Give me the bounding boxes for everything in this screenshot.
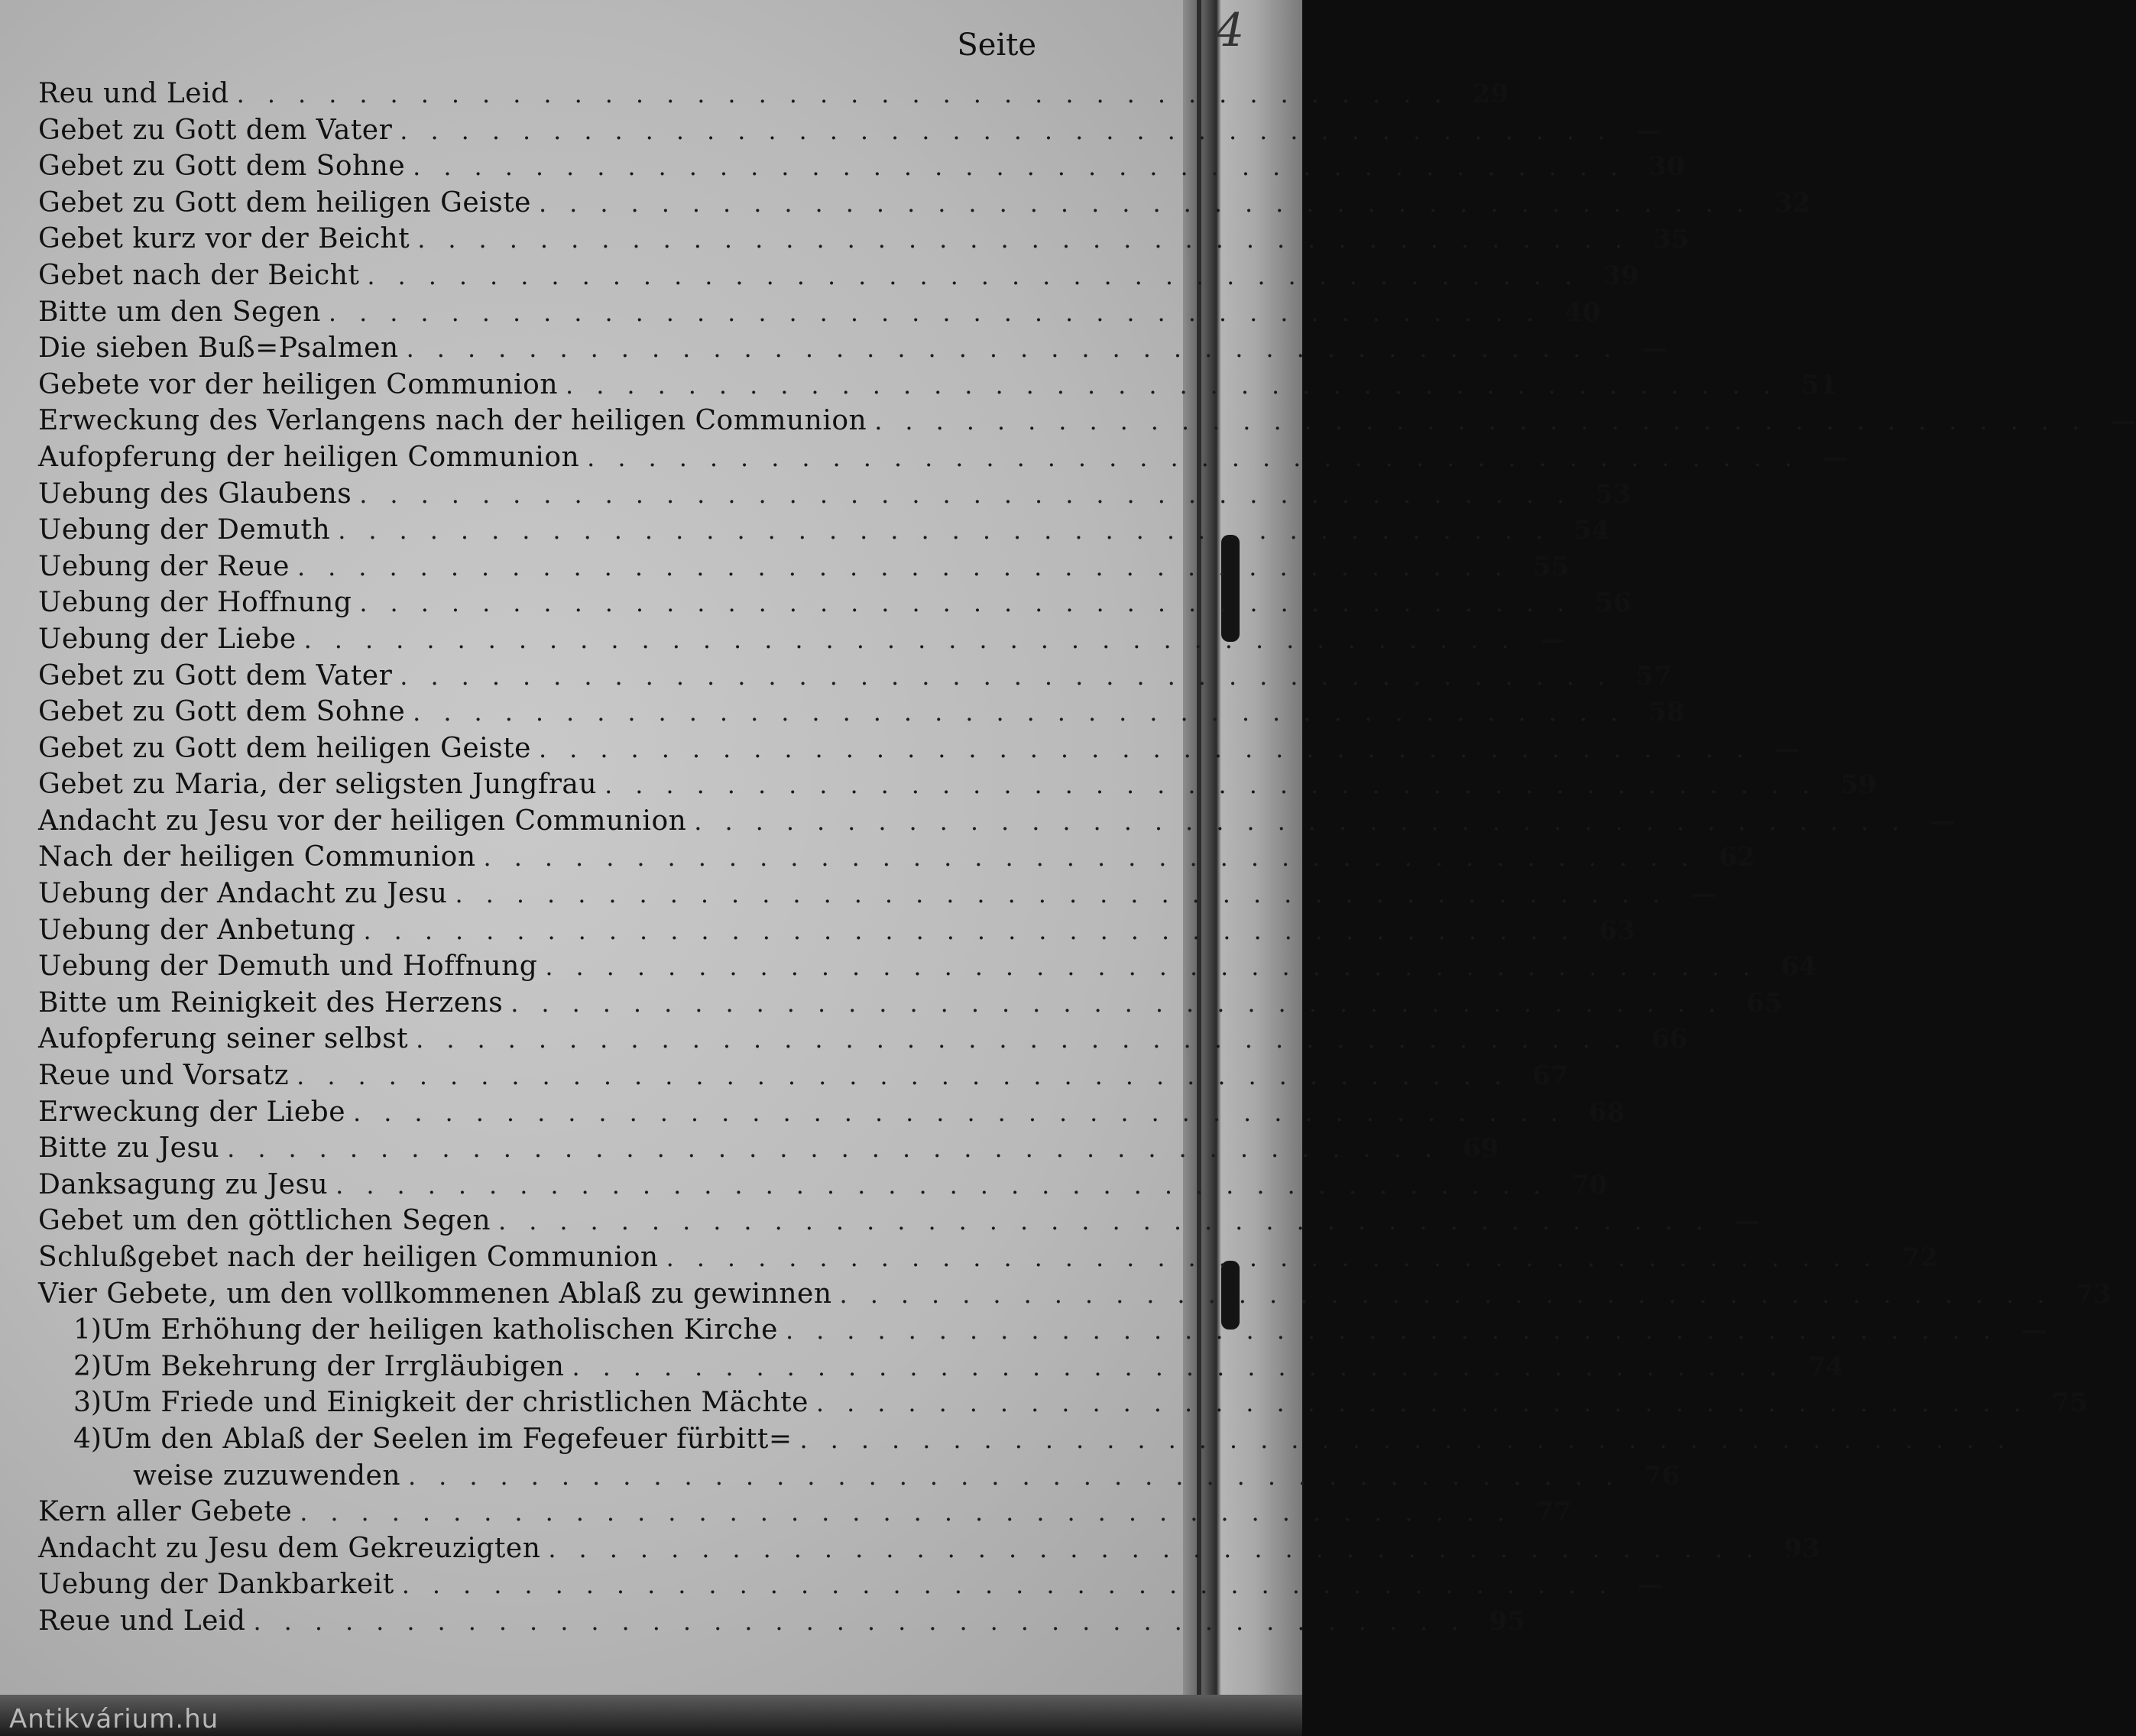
dot-leader: ........................................: [401, 1570, 1630, 1600]
toc-entry-page: 62: [1719, 842, 1755, 873]
toc-entry-title: Gebet zu Gott dem Vater: [38, 659, 393, 691]
toc-entry-page: —: [1690, 879, 1717, 910]
toc-entry-title: Andacht zu Jesu vor der heiligen Communion: [38, 805, 687, 837]
dot-leader: ........................................: [338, 516, 1567, 546]
toc-entry-title: Aufopferung der heiligen Communion: [38, 441, 580, 473]
toc-entry-title: Uebung der Anbetung: [38, 914, 356, 946]
toc-entry: [38, 805, 1956, 842]
toc-entry: [38, 769, 1877, 805]
dot-leader: ........................................: [400, 115, 1629, 145]
toc-entry-number: 1): [73, 1314, 102, 1346]
dot-leader: ........................................: [400, 661, 1629, 691]
dot-leader: ........................................: [785, 1316, 2014, 1346]
toc-entry-page: 74: [1807, 1351, 1844, 1382]
dot-leader: ........................................: [566, 370, 1794, 400]
toc-entry-page: —: [2021, 1315, 2047, 1346]
toc-entry: [38, 659, 1672, 697]
toc-entry-title: Danksagung zu Jesu: [38, 1168, 329, 1200]
toc-entry-page: 69: [1463, 1133, 1499, 1164]
toc-entry-title: Aufopferung seiner selbst: [38, 1023, 409, 1055]
toc-entry-title: Nach der heiligen Communion: [38, 841, 476, 873]
dot-leader: ........................................: [367, 261, 1596, 290]
dot-leader: ........................................: [548, 1534, 1777, 1563]
toc-entry: [38, 1168, 1608, 1206]
toc-entry-page: 29: [1472, 79, 1509, 109]
toc-entry-page: 93: [1784, 1533, 1820, 1564]
toc-entry-page: 95: [1489, 1605, 1525, 1637]
toc-entry-title: Reue und Vorsatz: [38, 1060, 290, 1092]
toc-entry: [38, 696, 1685, 733]
toc-entry-page: 59: [1839, 769, 1877, 801]
toc-entry: [38, 1459, 1681, 1497]
toc-entry: [38, 550, 1570, 588]
toc-entry-number: 2): [73, 1350, 102, 1382]
toc-entry-page: 39: [1603, 260, 1639, 291]
dot-leader: ........................................: [328, 297, 1557, 327]
toc-entry: [38, 114, 1662, 151]
toc-entry-page: —: [1733, 1206, 1760, 1237]
toc-entry: [38, 1314, 2047, 1351]
toc-entry-title: Um Bekehrung der Irrgläubigen: [101, 1350, 565, 1382]
toc-entry-title: Gebet kurz vor der Beicht: [38, 223, 410, 255]
toc-entry: [38, 1242, 1938, 1278]
toc-entry: [38, 1423, 2028, 1460]
toc-entry: [38, 1060, 1569, 1096]
toc-entry: [38, 151, 1685, 187]
toc-entry-title: Kern aller Gebete: [38, 1496, 293, 1528]
toc-entry-number: 4): [73, 1423, 102, 1455]
dot-leader: ........................................: [799, 1424, 2028, 1454]
toc-entry-page: —: [1642, 333, 1668, 364]
toc-entry-title: Um Erhöhung der heiligen katholischen Kirche: [101, 1314, 778, 1346]
dot-leader: ........................................: [666, 1243, 1895, 1272]
toc-entry: [38, 332, 1668, 369]
toc-entry: [38, 986, 1783, 1024]
toc-entry-title: Die sieben Buß=Psalmen: [38, 332, 399, 364]
toc-entry: [38, 1096, 1625, 1133]
toc-entry-title: Um den Ablaß der Seelen im Fegefeuer fürbitt=: [101, 1423, 792, 1455]
toc-entry-page: 55: [1532, 551, 1570, 582]
toc-entry-page: —: [1930, 805, 1956, 837]
dot-leader: ........................................: [408, 1461, 1636, 1491]
toc-entry-title: Gebet um den göttlichen Segen: [38, 1205, 491, 1237]
toc-entry-page: 58: [1648, 697, 1685, 728]
toc-entry-title: Uebung der Dankbarkeit: [38, 1569, 394, 1601]
toc-entry: [38, 732, 1801, 769]
dot-leader: ........................................: [545, 952, 1774, 982]
dot-leader: ........................................: [406, 334, 1635, 364]
toc-entry-title: Gebet zu Gott dem Sohne: [38, 696, 406, 728]
toc-entry: [38, 296, 1601, 333]
toc-entry-title: Um Friede und Einigkeit der christlichen Mächte: [101, 1387, 809, 1419]
toc-entry-page: 75: [2051, 1388, 2089, 1419]
toc-entry-page: 56: [1595, 588, 1632, 619]
margin-note: 4: [1215, 4, 1245, 57]
dot-leader: ........................................: [236, 79, 1465, 108]
table-of-contents: [38, 78, 2136, 1642]
toc-entry-page: —: [2110, 406, 2136, 437]
toc-entry: [38, 878, 1717, 915]
dot-leader: ........................................: [604, 770, 1833, 800]
toc-entry-page: —: [1539, 623, 1566, 655]
toc-entry-page: —: [1823, 442, 1849, 473]
toc-entry: [38, 259, 1639, 296]
toc-entry-title: weise zuzuwenden: [133, 1459, 400, 1491]
dot-leader: ........................................: [539, 188, 1767, 218]
toc-entry: [38, 1532, 1820, 1569]
toc-entry-title: Schlußgebet nach der heiligen Communion: [38, 1242, 659, 1273]
toc-entry: [38, 1205, 1760, 1242]
bottom-dark-band: [0, 1695, 1302, 1736]
toc-entry: [38, 1350, 1844, 1388]
toc-entry: [38, 441, 1849, 478]
toc-entry-page: 57: [1635, 660, 1672, 691]
toc-entry-title: Reu und Leid: [38, 78, 229, 109]
toc-entry: [38, 514, 1610, 551]
dot-leader: ........................................: [353, 1097, 1581, 1127]
dot-leader: ........................................: [416, 1025, 1645, 1054]
toc-entry: [38, 78, 1509, 115]
toc-entry-title: Reue und Leid: [38, 1605, 246, 1637]
toc-entry-page: 73: [2075, 1278, 2112, 1310]
dot-leader: ........................................: [539, 734, 1767, 763]
toc-entry: [38, 223, 1690, 260]
dot-leader: ........................................: [297, 1061, 1525, 1091]
dot-leader: ........................................: [303, 624, 1532, 654]
toc-entry-page: —: [1635, 115, 1662, 146]
toc-entry: [38, 841, 1755, 878]
toc-entry: [38, 1569, 1664, 1605]
toc-entry-page: 32: [1774, 187, 1811, 219]
toc-entry-title: Vier Gebete, um den vollkommenen Ablaß zu gewinnen: [38, 1278, 832, 1310]
toc-entry-page: 68: [1588, 1096, 1625, 1128]
toc-entry-title: Gebet nach der Beicht: [38, 259, 360, 291]
toc-entry-title: Uebung der Andacht zu Jesu: [38, 878, 448, 910]
toc-entry-page: 40: [1564, 296, 1601, 328]
toc-entry-title: Gebete vor der heiligen Communion: [38, 368, 559, 400]
dot-leader: ........................................: [297, 552, 1525, 581]
dot-leader: ........................................: [694, 806, 1923, 836]
dot-leader: ........................................: [587, 442, 1816, 472]
toc-entry-title: Gebet zu Maria, der seligsten Jungfrau: [38, 769, 598, 801]
toc-entry-title: Uebung der Hoffnung: [38, 587, 352, 619]
dot-leader: ........................................: [335, 1170, 1564, 1200]
toc-entry-number: 3): [73, 1387, 102, 1419]
toc-entry-title: Uebung der Demuth: [38, 514, 331, 546]
dot-leader: ........................................: [359, 588, 1588, 618]
toc-entry-page: 65: [1746, 987, 1783, 1019]
dot-leader: ........................................: [511, 988, 1739, 1018]
dot-leader: ........................................: [300, 1498, 1528, 1527]
toc-entry-page: 70: [1571, 1169, 1608, 1200]
toc-entry: [38, 368, 1838, 406]
toc-entry-page: —: [1637, 1569, 1664, 1601]
toc-entry: [38, 1278, 2112, 1315]
toc-entry-page: 51: [1801, 369, 1838, 400]
toc-entry-title: Andacht zu Jesu dem Gekreuzigten: [38, 1532, 541, 1564]
toc-entry: [38, 186, 1811, 224]
dot-leader: ........................................: [413, 698, 1642, 727]
dot-leader: ........................................: [363, 915, 1592, 945]
toc-entry-title: Uebung der Liebe: [38, 623, 297, 655]
toc-entry-page: 72: [1901, 1242, 1938, 1273]
toc-entry-title: Gebet zu Gott dem heiligen Geiste: [38, 186, 531, 219]
toc-entry: [38, 478, 1632, 515]
toc-entry-title: Bitte um den Segen: [38, 296, 321, 328]
dot-leader: ........................................: [253, 1606, 1482, 1636]
toc-entry: [38, 951, 1817, 987]
toc-entry-title: Erweckung des Verlangens nach der heiligen Communion: [38, 405, 867, 437]
toc-entry-page: 30: [1648, 151, 1685, 183]
toc-entry-title: Gebet zu Gott dem heiligen Geiste: [38, 732, 531, 764]
toc-entry-page: —: [1774, 733, 1801, 764]
toc-entry: [38, 587, 1632, 623]
dot-leader: ........................................: [413, 152, 1642, 182]
toc-entry: [38, 1387, 2089, 1423]
dot-leader: ........................................: [572, 1352, 1801, 1381]
toc-entry: [38, 1605, 1525, 1642]
toc-entry-page: 53: [1595, 478, 1632, 510]
toc-entry-page: 66: [1651, 1024, 1688, 1055]
page-column-label: Seite: [957, 28, 1036, 63]
dot-leader: ........................................: [498, 1206, 1726, 1236]
toc-entry: [38, 1132, 1499, 1169]
dot-leader: ........................................: [417, 225, 1646, 254]
toc-entry: [38, 405, 2136, 442]
toc-entry-title: Gebet zu Gott dem Sohne: [38, 151, 406, 183]
toc-entry-title: Uebung des Glaubens: [38, 478, 352, 510]
toc-entry: [38, 1023, 1688, 1060]
dot-leader: ........................................: [483, 843, 1712, 873]
toc-entry: [38, 914, 1635, 951]
toc-entry-title: Bitte zu Jesu: [38, 1132, 220, 1164]
dot-leader: ........................................: [359, 479, 1588, 509]
toc-entry: [38, 1496, 1572, 1533]
dot-leader: ........................................: [839, 1279, 2068, 1309]
dot-leader: ........................................: [815, 1388, 2044, 1418]
toc-entry-title: Gebet zu Gott dem Vater: [38, 114, 393, 146]
dot-leader: ........................................: [227, 1134, 1456, 1164]
toc-entry-title: Uebung der Reue: [38, 550, 290, 582]
toc-entry-page: 63: [1599, 915, 1635, 946]
dot-leader: ........................................: [874, 406, 2103, 436]
toc-entry-page: 64: [1781, 951, 1817, 983]
toc-entry-page: 76: [1643, 1460, 1681, 1491]
toc-entry-title: Erweckung der Liebe: [38, 1096, 346, 1128]
toc-entry-page: 54: [1574, 515, 1610, 546]
toc-entry: [38, 623, 1566, 660]
toc-entry-title: Bitte um Reinigkeit des Herzens: [38, 986, 504, 1019]
toc-entry-page: 77: [1535, 1497, 1572, 1528]
toc-entry-title: Uebung der Demuth und Hoffnung: [38, 951, 538, 983]
toc-entry-page: 67: [1532, 1061, 1569, 1092]
dot-leader: ........................................: [455, 879, 1684, 909]
watermark: Antikvárium.hu: [9, 1704, 219, 1734]
toc-entry-page: 35: [1653, 224, 1690, 255]
